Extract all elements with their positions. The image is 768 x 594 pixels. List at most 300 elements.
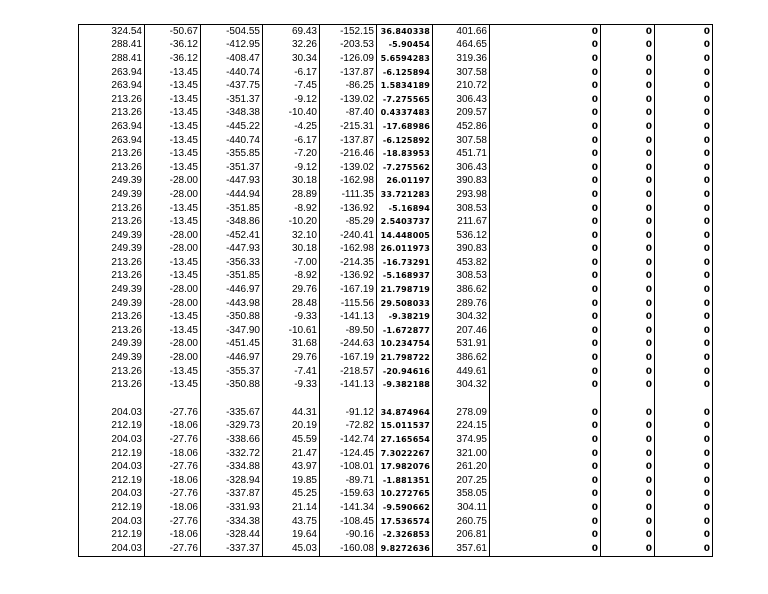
table-cell: 224.15 [433, 420, 490, 434]
table-cell: -36.12 [145, 39, 201, 53]
table-cell: 213.26 [79, 365, 145, 379]
table-cell: 0 [655, 175, 713, 189]
table-cell: 0 [601, 351, 655, 365]
table-cell: -351.37 [201, 161, 263, 175]
table-cell: 212.19 [79, 528, 145, 542]
table-cell: -126.09 [320, 52, 377, 66]
table-cell: -13.45 [145, 270, 201, 284]
table-cell: 0 [655, 460, 713, 474]
table-cell: 45.59 [263, 433, 320, 447]
table-row [79, 515, 713, 529]
table-cell: -440.74 [201, 134, 263, 148]
table-cell [655, 392, 713, 406]
table-cell: 453.82 [433, 256, 490, 270]
table-cell: 390.83 [433, 175, 490, 189]
table-cell: 9.8272636 [377, 542, 433, 556]
table-cell: 213.26 [79, 256, 145, 270]
table-cell: -13.45 [145, 147, 201, 161]
table-cell: 0 [655, 243, 713, 257]
table-cell: -137.87 [320, 66, 377, 80]
table-cell: 0 [490, 66, 601, 80]
table-row [79, 447, 713, 461]
table-row [79, 120, 713, 134]
table-cell: -18.06 [145, 528, 201, 542]
table-cell: -17.68986 [377, 120, 433, 134]
table-cell: 0 [490, 175, 601, 189]
table-cell: 0 [490, 188, 601, 202]
table-row [79, 256, 713, 270]
table-cell: 17.536574 [377, 515, 433, 529]
table-cell: 307.58 [433, 66, 490, 80]
table-row [79, 175, 713, 189]
table-cell: 0 [490, 270, 601, 284]
table-cell: -13.45 [145, 79, 201, 93]
table-cell: 0 [490, 93, 601, 107]
table-cell: 249.39 [79, 243, 145, 257]
table-cell: 0 [601, 406, 655, 420]
table-cell: -13.45 [145, 93, 201, 107]
table-cell: 0 [490, 338, 601, 352]
table-cell: -9.33 [263, 378, 320, 392]
table-cell: -6.17 [263, 66, 320, 80]
table-cell: -108.01 [320, 460, 377, 474]
table-cell: -329.73 [201, 420, 263, 434]
table-cell: 0 [490, 52, 601, 66]
table-cell: 0 [601, 175, 655, 189]
table-cell: 288.41 [79, 52, 145, 66]
table-cell: 0 [655, 215, 713, 229]
table-cell: -13.45 [145, 256, 201, 270]
table-cell: -1.672877 [377, 324, 433, 338]
table-cell: 0 [601, 188, 655, 202]
table-cell: -162.98 [320, 175, 377, 189]
table-cell: -8.92 [263, 202, 320, 216]
table-cell: 304.11 [433, 501, 490, 515]
table-cell: 0 [601, 79, 655, 93]
table-cell: 0 [490, 229, 601, 243]
table-cell: -452.41 [201, 229, 263, 243]
table-row [79, 324, 713, 338]
table-cell [490, 392, 601, 406]
table-cell: 307.58 [433, 134, 490, 148]
table-cell: 0 [655, 351, 713, 365]
table-cell: -412.95 [201, 39, 263, 53]
table-cell: 0 [655, 297, 713, 311]
table-cell: 0 [490, 107, 601, 121]
table-cell: 0 [490, 447, 601, 461]
table-cell: 0 [655, 229, 713, 243]
table-cell: -139.02 [320, 161, 377, 175]
table-cell: 0 [655, 488, 713, 502]
table-cell: -139.02 [320, 93, 377, 107]
table-row [79, 365, 713, 379]
table-cell: -9.12 [263, 161, 320, 175]
table-cell: -443.98 [201, 297, 263, 311]
table-cell [320, 392, 377, 406]
table-cell: 0 [490, 406, 601, 420]
table-cell: 206.81 [433, 528, 490, 542]
table-cell: 0 [655, 188, 713, 202]
table-cell: 0 [601, 161, 655, 175]
table-cell: 452.86 [433, 120, 490, 134]
table-cell: -13.45 [145, 378, 201, 392]
table-cell: 0 [655, 310, 713, 324]
table-cell: 304.32 [433, 378, 490, 392]
table-cell: -124.45 [320, 447, 377, 461]
table-cell: 0 [490, 420, 601, 434]
table-cell: -348.38 [201, 107, 263, 121]
table-cell: 0 [655, 515, 713, 529]
table-cell: 21.47 [263, 447, 320, 461]
table-cell: -141.34 [320, 501, 377, 515]
table-cell: -331.93 [201, 501, 263, 515]
table-cell: -85.29 [320, 215, 377, 229]
table-cell: 0 [601, 39, 655, 53]
table-cell: 0 [490, 324, 601, 338]
table-row [79, 392, 713, 406]
table-cell: 249.39 [79, 338, 145, 352]
table-cell: -115.56 [320, 297, 377, 311]
table-cell: 213.26 [79, 161, 145, 175]
table-row [79, 39, 713, 53]
table-cell: -337.37 [201, 542, 263, 556]
table-cell: 0 [601, 107, 655, 121]
table-cell: -7.275565 [377, 93, 433, 107]
table-cell: 30.34 [263, 52, 320, 66]
table-cell: -334.38 [201, 515, 263, 529]
table-cell: -152.15 [320, 25, 377, 39]
table-cell: 263.94 [79, 79, 145, 93]
table-cell: -91.12 [320, 406, 377, 420]
table-cell: 0 [490, 378, 601, 392]
table-row [79, 310, 713, 324]
table-cell: 0 [655, 39, 713, 53]
table-cell: 21.798719 [377, 283, 433, 297]
table-cell: -86.25 [320, 79, 377, 93]
table-cell: -10.61 [263, 324, 320, 338]
table-cell: -7.20 [263, 147, 320, 161]
table-cell: -7.275562 [377, 161, 433, 175]
table-row [79, 406, 713, 420]
table-cell: 0 [490, 283, 601, 297]
table-cell: -5.16894 [377, 202, 433, 216]
table-cell: -18.06 [145, 501, 201, 515]
table-cell: -351.37 [201, 93, 263, 107]
table-cell: 30.18 [263, 243, 320, 257]
table-cell: -351.85 [201, 202, 263, 216]
table-cell: 306.43 [433, 93, 490, 107]
table-cell: 0 [601, 120, 655, 134]
table-cell: 0 [601, 243, 655, 257]
table-cell: 213.26 [79, 324, 145, 338]
table-cell: 19.64 [263, 528, 320, 542]
table-cell: 0 [601, 365, 655, 379]
table-cell: 0 [601, 542, 655, 556]
table-cell: -13.45 [145, 324, 201, 338]
table-row [79, 283, 713, 297]
table-cell: 0 [601, 283, 655, 297]
table-cell: -9.590662 [377, 501, 433, 515]
table-cell: 212.19 [79, 420, 145, 434]
table-cell: 0 [601, 229, 655, 243]
table-cell: 2.5403737 [377, 215, 433, 229]
table-cell: 28.89 [263, 188, 320, 202]
table-cell [377, 392, 433, 406]
table-cell: 0 [490, 474, 601, 488]
table-cell: 0 [601, 515, 655, 529]
table-cell [201, 392, 263, 406]
table-cell: 0 [601, 433, 655, 447]
table-cell: -87.40 [320, 107, 377, 121]
table-cell: 0 [490, 134, 601, 148]
table-cell: -137.87 [320, 134, 377, 148]
table-cell: 0 [601, 147, 655, 161]
table-cell: -350.88 [201, 378, 263, 392]
table-cell: -141.13 [320, 310, 377, 324]
table-cell: -4.25 [263, 120, 320, 134]
table-cell: -218.57 [320, 365, 377, 379]
table-cell: 0 [655, 161, 713, 175]
table-cell: 0 [655, 134, 713, 148]
table-cell: 288.41 [79, 39, 145, 53]
table-cell: 374.95 [433, 433, 490, 447]
table-cell: -335.67 [201, 406, 263, 420]
table-cell: 0 [655, 420, 713, 434]
table-cell: 0 [490, 39, 601, 53]
table-row [79, 93, 713, 107]
table-cell: -13.45 [145, 134, 201, 148]
table-cell: 0 [655, 447, 713, 461]
table-cell: 21.798722 [377, 351, 433, 365]
table-cell: -72.82 [320, 420, 377, 434]
table-cell: 0 [601, 420, 655, 434]
table-row [79, 25, 713, 39]
table-cell: 33.721283 [377, 188, 433, 202]
table-cell: 69.43 [263, 25, 320, 39]
table-cell: -18.06 [145, 447, 201, 461]
table-cell: 0 [490, 460, 601, 474]
table-row [79, 215, 713, 229]
table-cell: 324.54 [79, 25, 145, 39]
table-cell: 26.01197 [377, 175, 433, 189]
table-cell: -9.38219 [377, 310, 433, 324]
table-cell: 7.3022267 [377, 447, 433, 461]
table-cell: 0 [490, 488, 601, 502]
table-cell: 0 [601, 52, 655, 66]
table-cell: -141.13 [320, 378, 377, 392]
table-cell: -90.16 [320, 528, 377, 542]
table-row [79, 501, 713, 515]
table-cell: 0 [655, 528, 713, 542]
table-cell: 449.61 [433, 365, 490, 379]
table-cell: 29.76 [263, 283, 320, 297]
table-cell: 204.03 [79, 460, 145, 474]
table-cell: -5.90454 [377, 39, 433, 53]
table-cell: 306.43 [433, 161, 490, 175]
table-row [79, 229, 713, 243]
table-cell: 0 [655, 66, 713, 80]
table-cell: 401.66 [433, 25, 490, 39]
table-cell: 0 [490, 79, 601, 93]
table-cell: 45.03 [263, 542, 320, 556]
table-cell: 0 [655, 107, 713, 121]
table-row [79, 351, 713, 365]
table-cell: 249.39 [79, 297, 145, 311]
table-cell: 0 [490, 501, 601, 515]
table-cell: -10.20 [263, 215, 320, 229]
table-cell: 308.53 [433, 202, 490, 216]
table-cell: 0 [490, 433, 601, 447]
table-cell [145, 392, 201, 406]
table-cell: 211.67 [433, 215, 490, 229]
table-cell: -334.88 [201, 460, 263, 474]
table-cell: 304.32 [433, 310, 490, 324]
table-cell [263, 392, 320, 406]
table-cell: 213.26 [79, 270, 145, 284]
table-cell: -142.74 [320, 433, 377, 447]
table-row [79, 338, 713, 352]
table-cell: 0 [490, 310, 601, 324]
table-cell: 204.03 [79, 488, 145, 502]
table-cell: 28.48 [263, 297, 320, 311]
table-cell: 386.62 [433, 351, 490, 365]
table-cell: -7.41 [263, 365, 320, 379]
table-cell: 536.12 [433, 229, 490, 243]
table-cell: 0 [490, 351, 601, 365]
table-cell: 0 [601, 270, 655, 284]
table-cell: 32.26 [263, 39, 320, 53]
table-row [79, 488, 713, 502]
table-cell: -18.06 [145, 474, 201, 488]
table-cell: -244.63 [320, 338, 377, 352]
table-cell: 0 [601, 447, 655, 461]
table-cell: -348.86 [201, 215, 263, 229]
table-cell: -355.85 [201, 147, 263, 161]
table-cell: 29.508033 [377, 297, 433, 311]
table-row [79, 66, 713, 80]
table-cell: -108.45 [320, 515, 377, 529]
table-cell: -28.00 [145, 229, 201, 243]
table-cell: -10.40 [263, 107, 320, 121]
table-cell: -167.19 [320, 351, 377, 365]
table-cell: 0 [655, 338, 713, 352]
table-cell: -89.50 [320, 324, 377, 338]
table-cell: 207.25 [433, 474, 490, 488]
table-cell: -9.12 [263, 93, 320, 107]
table-cell: 0 [601, 528, 655, 542]
table-cell: -408.47 [201, 52, 263, 66]
table-cell: 0 [655, 378, 713, 392]
table-cell: 212.19 [79, 501, 145, 515]
table-body [79, 25, 713, 557]
table-cell: -27.76 [145, 488, 201, 502]
table-row [79, 79, 713, 93]
table-cell: 0 [490, 120, 601, 134]
table-cell: 213.26 [79, 147, 145, 161]
table-cell: 0 [601, 310, 655, 324]
table-cell: 0 [655, 270, 713, 284]
table-cell: 212.19 [79, 447, 145, 461]
table-cell: -2.326853 [377, 528, 433, 542]
table-cell: 30.18 [263, 175, 320, 189]
table-cell: 0 [490, 161, 601, 175]
table-cell: -338.66 [201, 433, 263, 447]
table-cell: -203.53 [320, 39, 377, 53]
table-cell: 0 [655, 365, 713, 379]
table-cell: -7.45 [263, 79, 320, 93]
table-cell: 0.4337483 [377, 107, 433, 121]
table-cell: 0 [655, 25, 713, 39]
table-cell: 212.19 [79, 474, 145, 488]
table-cell: 0 [655, 202, 713, 216]
table-row [79, 52, 713, 66]
table-cell: 0 [655, 147, 713, 161]
table-cell: -159.63 [320, 488, 377, 502]
table-cell: -13.45 [145, 202, 201, 216]
table-cell: -28.00 [145, 351, 201, 365]
table-cell: -50.67 [145, 25, 201, 39]
table-cell: 0 [655, 433, 713, 447]
table-cell: 0 [601, 256, 655, 270]
table-cell: 36.840338 [377, 25, 433, 39]
table-cell: -6.125894 [377, 66, 433, 80]
table-cell: -356.33 [201, 256, 263, 270]
table-cell: 263.94 [79, 134, 145, 148]
table-cell: -27.76 [145, 406, 201, 420]
table-cell: 0 [601, 134, 655, 148]
table-cell: -444.94 [201, 188, 263, 202]
table-cell: -28.00 [145, 338, 201, 352]
table-cell: 0 [601, 215, 655, 229]
table-cell: 31.68 [263, 338, 320, 352]
table-cell: 0 [655, 406, 713, 420]
table-cell: -451.45 [201, 338, 263, 352]
table-cell: -328.94 [201, 474, 263, 488]
table-cell: 17.982076 [377, 460, 433, 474]
table-row [79, 107, 713, 121]
table-cell: 204.03 [79, 406, 145, 420]
table-cell: 204.03 [79, 542, 145, 556]
table-cell: 0 [601, 297, 655, 311]
table-cell: -328.44 [201, 528, 263, 542]
table-row [79, 297, 713, 311]
table-cell: 261.20 [433, 460, 490, 474]
table-cell: 289.76 [433, 297, 490, 311]
table-cell: 0 [655, 256, 713, 270]
table-cell: 213.26 [79, 310, 145, 324]
table-cell: -136.92 [320, 270, 377, 284]
table-cell: 0 [490, 25, 601, 39]
table-cell: -89.71 [320, 474, 377, 488]
table-cell: -355.37 [201, 365, 263, 379]
table-cell: 390.83 [433, 243, 490, 257]
table-cell: -162.98 [320, 243, 377, 257]
table-cell: 249.39 [79, 175, 145, 189]
table-cell: -351.85 [201, 270, 263, 284]
table-cell: 0 [490, 202, 601, 216]
table-cell: 43.97 [263, 460, 320, 474]
table-cell: 451.71 [433, 147, 490, 161]
table-row [79, 188, 713, 202]
table-cell: 0 [655, 93, 713, 107]
table-cell: 0 [601, 324, 655, 338]
table-cell: 386.62 [433, 283, 490, 297]
table-cell: -5.168937 [377, 270, 433, 284]
table-cell: -27.76 [145, 515, 201, 529]
table-cell: 260.75 [433, 515, 490, 529]
table-cell: -445.22 [201, 120, 263, 134]
table-cell: -9.33 [263, 310, 320, 324]
